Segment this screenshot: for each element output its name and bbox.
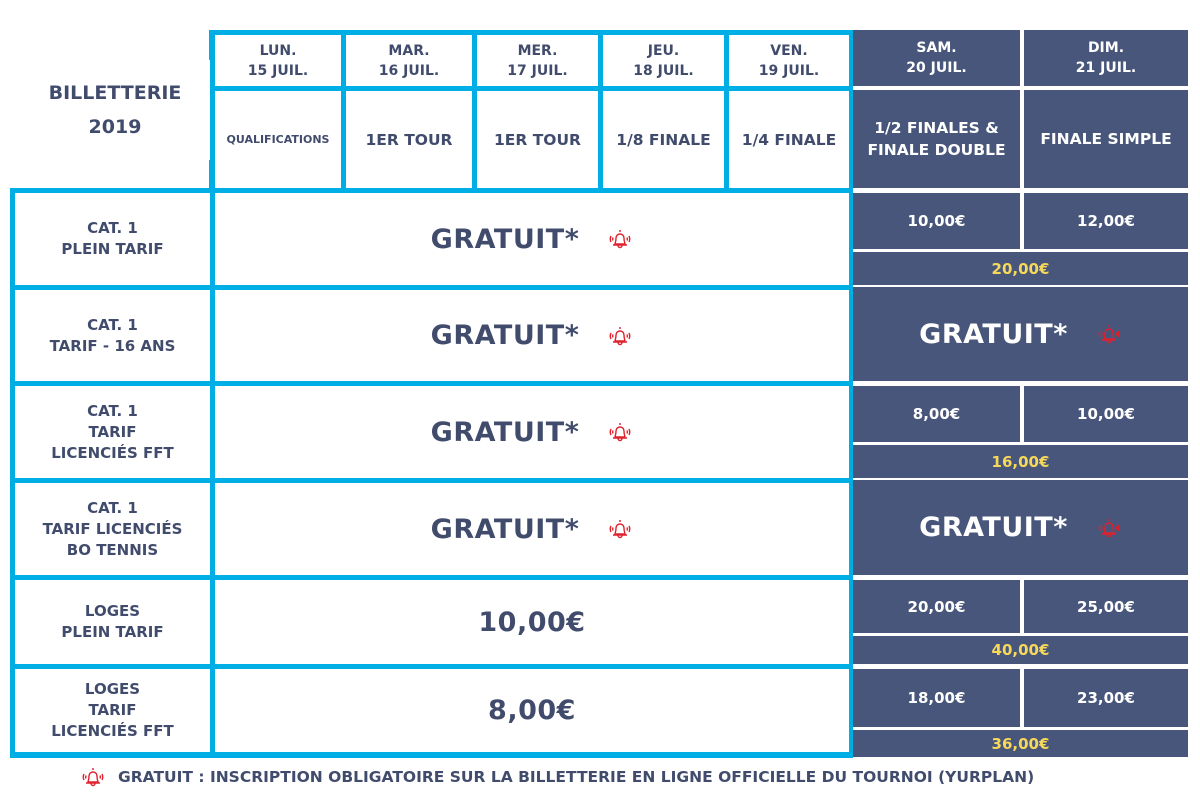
price-text: GRATUIT* <box>919 512 1068 543</box>
bell-ringing-icon <box>607 516 633 542</box>
day-header-0 <box>215 35 341 86</box>
bell-ringing-icon <box>1096 515 1122 541</box>
phase-text: 1/2 FINALES & FINALE DOUBLE <box>867 119 1006 159</box>
price-text: 8,00€ <box>488 695 576 726</box>
phase-header-3 <box>603 91 724 188</box>
row-label-text: CAT. 1 TARIF - 16 ANS <box>49 315 176 355</box>
day-label <box>633 41 693 81</box>
saturday-price-4 <box>853 580 1020 633</box>
row-label-text: LOGES TARIF LICENCIÉS FFT <box>51 680 174 740</box>
price-text: 25,00€ <box>1077 597 1135 616</box>
price-text: GRATUIT* <box>430 416 580 448</box>
row-label-2 <box>15 386 210 478</box>
saturday-price-0 <box>853 193 1020 249</box>
day-label <box>759 41 819 81</box>
day-label <box>507 41 567 81</box>
phase-text: 1ER TOUR <box>365 130 453 149</box>
price-text: GRATUIT* <box>430 320 580 351</box>
day-date: 19 JUIL. <box>758 62 820 79</box>
day-name: MAR. <box>388 42 430 59</box>
price-text: 8,00€ <box>912 405 961 423</box>
sunday-price-5 <box>1024 669 1188 727</box>
weekend-price-3 <box>853 480 1188 575</box>
combo-price-text: 40,00€ <box>991 641 1050 659</box>
day-header-5 <box>853 30 1020 86</box>
phase-header-5 <box>853 90 1020 188</box>
price-text: 10,00€ <box>1077 405 1135 423</box>
day-header-1 <box>346 35 472 86</box>
phase-text: FINALE SIMPLE <box>1040 130 1172 148</box>
weekend-combo-price-0 <box>853 252 1188 285</box>
price-text: GRATUIT* <box>430 513 580 545</box>
footnote-text: GRATUIT : INSCRIPTION OBLIGATOIRE SUR LA BILLETTERIE EN LIGNE OFFICIELLE DU TOURNOI (YURPLAN) <box>118 768 1035 786</box>
day-name: LUN. <box>259 42 297 59</box>
price-text: 10,00€ <box>907 212 966 230</box>
day-header-6 <box>1024 30 1188 86</box>
day-header-3 <box>603 35 724 86</box>
row-label-text: CAT. 1 PLEIN TARIF <box>61 219 164 258</box>
day-header-4 <box>729 35 849 86</box>
title-text: BILLETTERIE 2019 <box>48 82 182 138</box>
bell-ringing-icon <box>1096 321 1122 347</box>
day-name: SAM. <box>916 40 957 56</box>
row-label-text: CAT. 1 TARIF LICENCIÉS BO TENNIS <box>42 498 183 559</box>
day-label <box>1076 38 1136 78</box>
row-label-0 <box>15 193 210 285</box>
price-text: GRATUIT* <box>919 318 1068 350</box>
bell-ringing-icon <box>607 226 633 252</box>
row-label-4 <box>15 580 210 664</box>
weekday-price-3 <box>215 483 849 575</box>
row-label-text: CAT. 1 TARIF LICENCIÉS FFT <box>51 401 174 462</box>
combo-price-text: 16,00€ <box>991 452 1050 471</box>
row-label-1 <box>15 290 210 381</box>
phase-header-2 <box>477 91 598 188</box>
weekday-price-1 <box>215 290 849 381</box>
day-name: JEU. <box>647 42 680 59</box>
price-text: 20,00€ <box>907 597 966 616</box>
day-date: 20 JUIL. <box>906 60 967 76</box>
combo-price-text: 36,00€ <box>991 734 1050 753</box>
phase-header-1 <box>346 91 472 188</box>
bell-ringing-icon <box>607 419 633 445</box>
weekend-combo-price-5 <box>853 730 1188 757</box>
phase-text: 1/4 FINALE <box>741 130 837 149</box>
sunday-price-4 <box>1024 580 1188 633</box>
day-date: 15 JUIL. <box>247 62 309 79</box>
day-date: 21 JUIL. <box>1075 60 1137 76</box>
bell-ringing-icon <box>80 764 106 790</box>
day-header-2 <box>477 35 598 86</box>
price-text: 23,00€ <box>1077 689 1135 707</box>
row-label-5 <box>15 669 210 752</box>
price-text: 10,00€ <box>478 606 586 638</box>
price-text: 12,00€ <box>1077 212 1135 230</box>
price-text: 18,00€ <box>907 689 966 707</box>
weekday-price-2 <box>215 386 849 478</box>
weekend-combo-price-2 <box>853 445 1188 478</box>
phase-text: QUALIFICATIONS <box>226 133 330 146</box>
weekday-price-5 <box>215 669 849 752</box>
row-label-3 <box>15 483 210 575</box>
phase-header-0 <box>215 91 341 188</box>
footnote <box>80 762 1190 792</box>
row-label-text: LOGES PLEIN TARIF <box>61 602 164 641</box>
day-date: 17 JUIL. <box>507 62 568 79</box>
phase-text: 1/8 FINALE <box>616 130 711 149</box>
day-name: VEN. <box>770 42 808 59</box>
phase-text: 1ER TOUR <box>494 130 581 149</box>
page-title <box>20 60 210 160</box>
weekday-price-0 <box>215 193 849 285</box>
sunday-price-0 <box>1024 193 1188 249</box>
price-text: GRATUIT* <box>430 223 580 255</box>
phase-header-4 <box>729 91 849 188</box>
day-date: 18 JUIL. <box>633 62 694 79</box>
day-name: DIM. <box>1087 40 1125 56</box>
day-label <box>248 41 308 81</box>
day-label <box>906 38 966 78</box>
day-name: MER. <box>517 42 558 59</box>
saturday-price-2 <box>853 386 1020 442</box>
sunday-price-2 <box>1024 386 1188 442</box>
phase-header-6 <box>1024 90 1188 188</box>
bell-ringing-icon <box>607 323 633 349</box>
weekend-price-1 <box>853 287 1188 381</box>
day-label <box>379 41 439 81</box>
day-date: 16 JUIL. <box>378 62 440 79</box>
weekday-price-4 <box>215 580 849 664</box>
saturday-price-5 <box>853 669 1020 727</box>
weekend-combo-price-4 <box>853 636 1188 664</box>
combo-price-text: 20,00€ <box>991 259 1050 278</box>
